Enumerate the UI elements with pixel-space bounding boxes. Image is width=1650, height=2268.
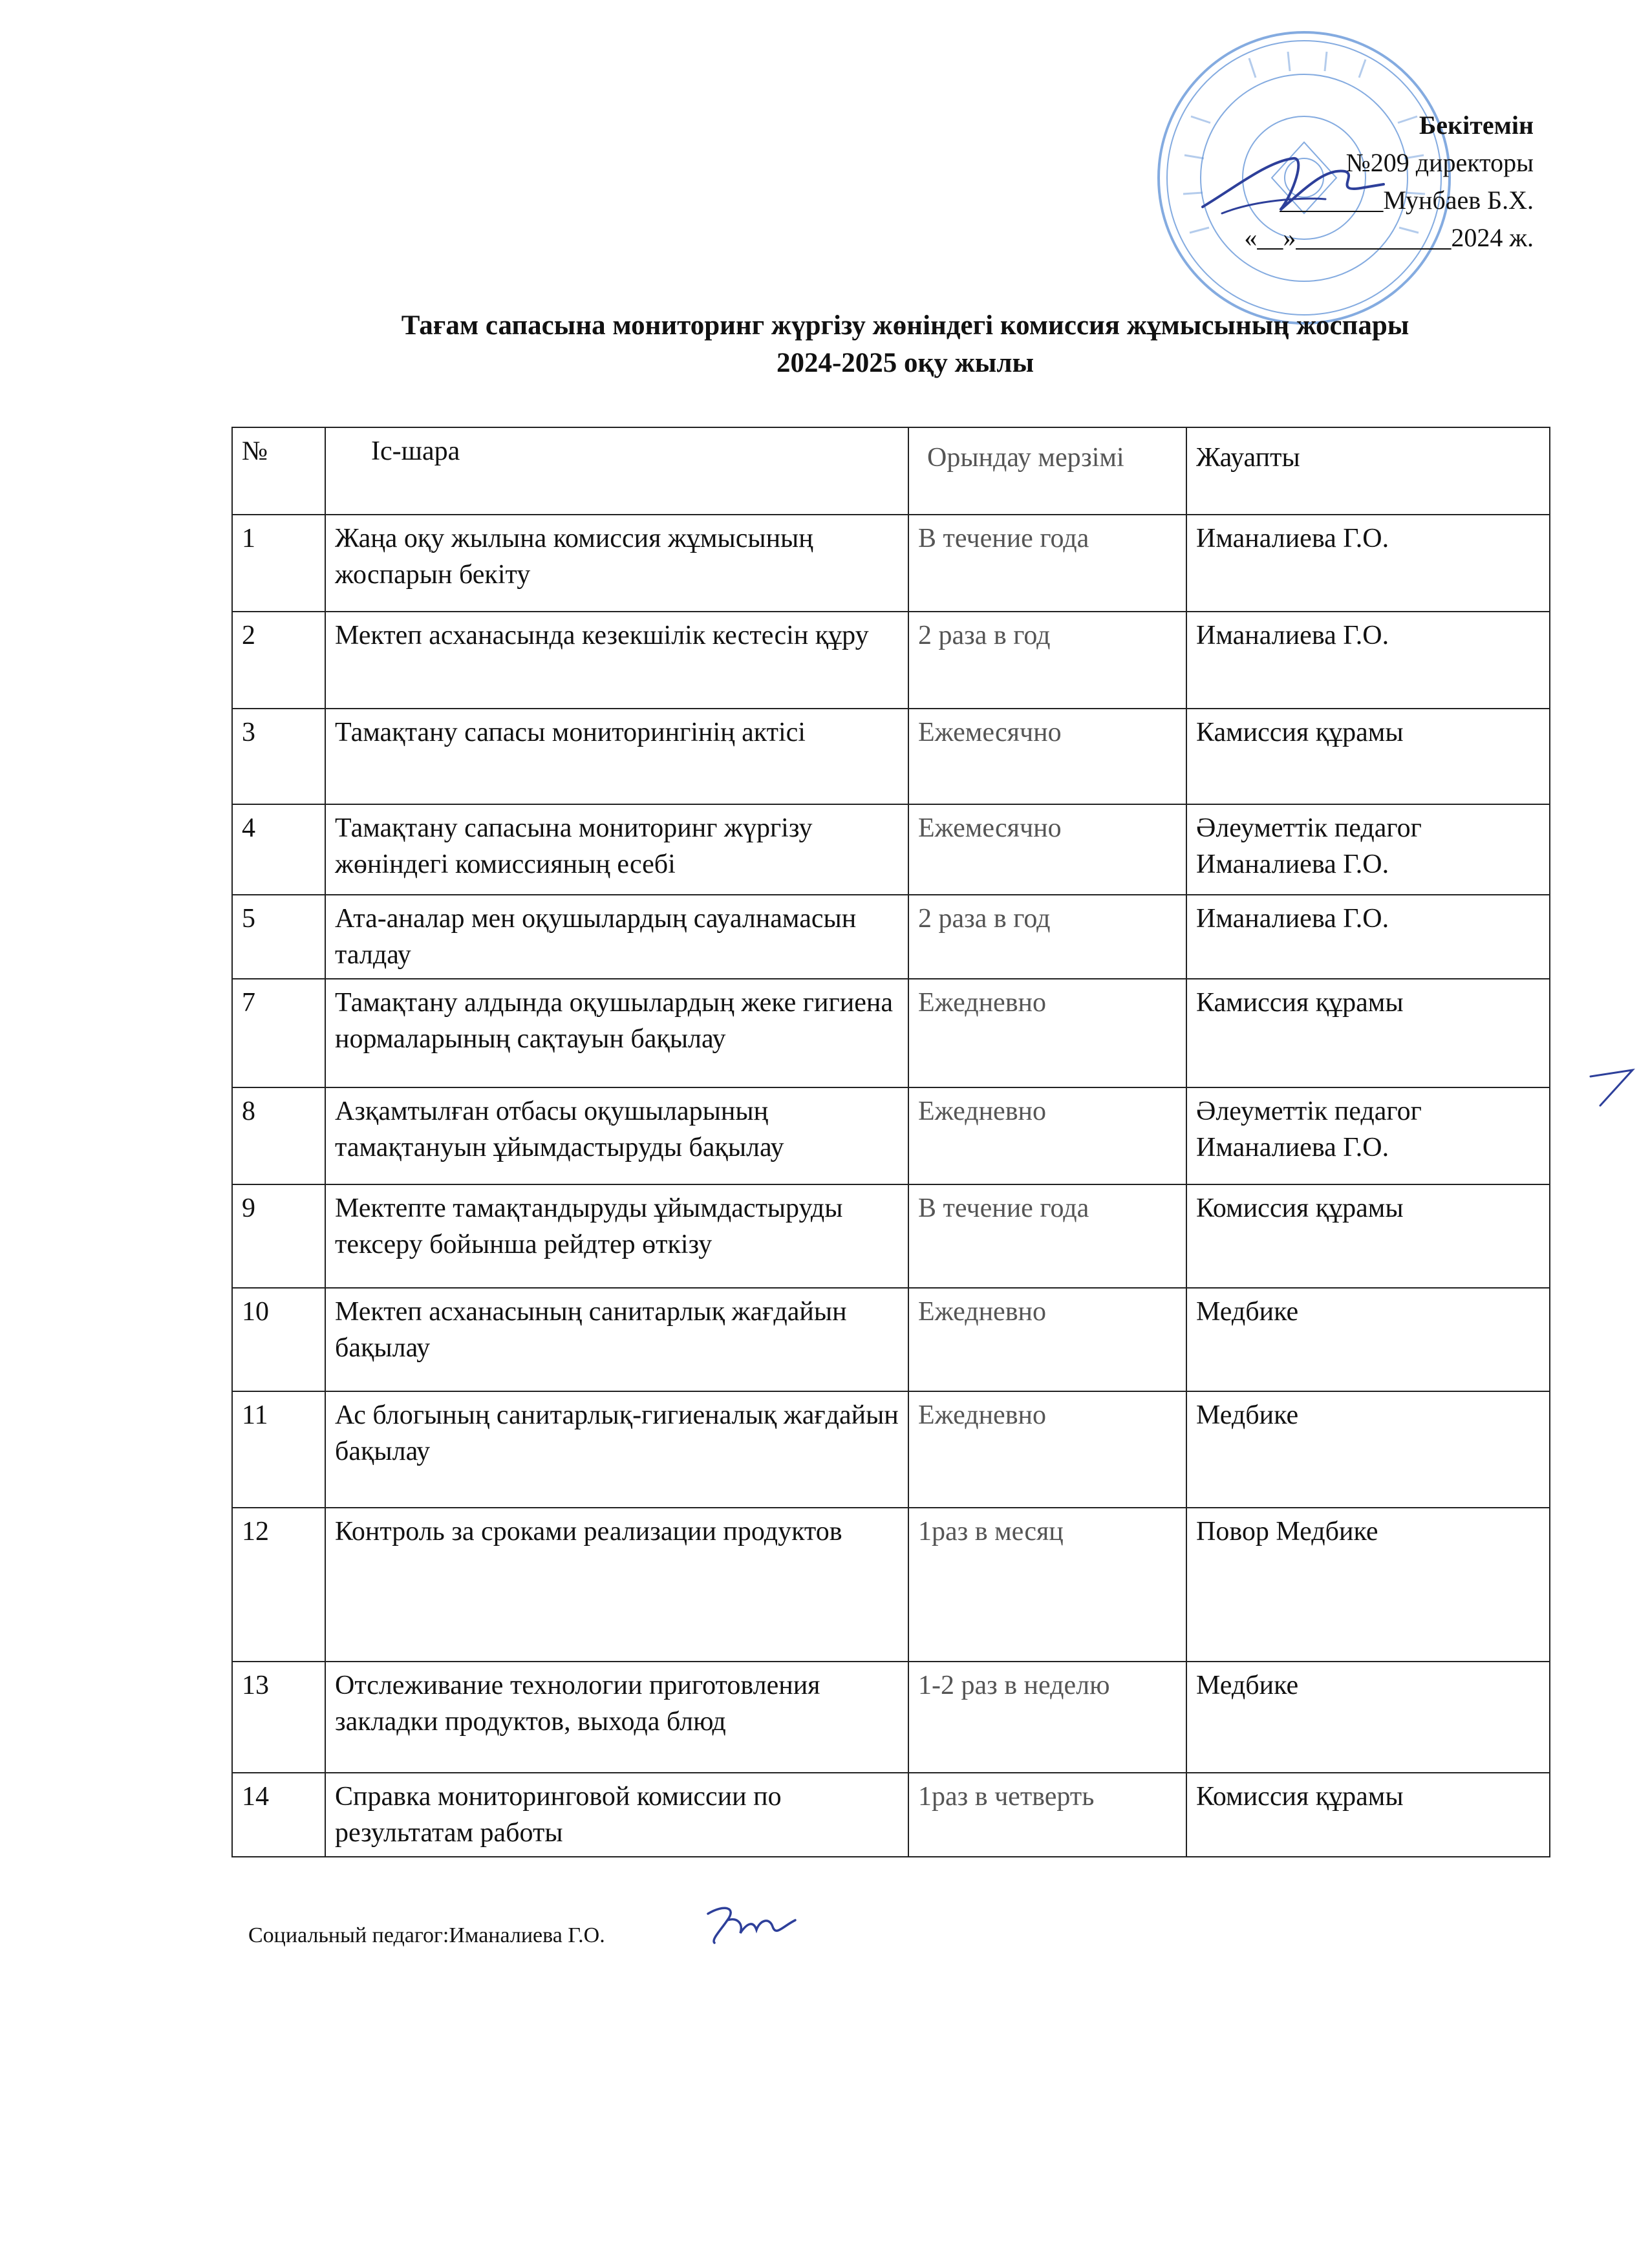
row-activity: Ас блогының санитарлық-гигиеналық жағдайын бақылау — [325, 1391, 908, 1508]
pedagogue-signature — [698, 1901, 802, 1952]
row-term: 1раз в месяц — [908, 1508, 1186, 1662]
row-term: 1раз в четверть — [908, 1773, 1186, 1857]
row-activity: Тамақтану алдында оқушылардың жеке гигиена нормаларының сақтауын бақылау — [325, 979, 908, 1087]
table-row — [232, 979, 1550, 1087]
plan-table — [231, 427, 1550, 1857]
row-term: 2 раза в год — [908, 895, 1186, 979]
row-number: 5 — [232, 895, 325, 979]
footer-signature-line: Социальный педагог:Иманалиева Г.О. — [248, 1923, 605, 1947]
approval-block — [1244, 107, 1534, 257]
approval-position: №209 директоры — [1345, 148, 1534, 177]
row-activity: Ата-аналар мен оқушылардың сауалнамасын талдау — [325, 895, 908, 979]
row-responsible: Повор Медбике — [1186, 1508, 1550, 1662]
header-number: № — [232, 427, 325, 515]
row-number: 9 — [232, 1184, 325, 1288]
table-row — [232, 612, 1550, 709]
row-term: 1-2 раз в неделю — [908, 1662, 1186, 1773]
row-number: 7 — [232, 979, 325, 1087]
row-number: 12 — [232, 1508, 325, 1662]
row-responsible: Әлеуметтік педагог Иманалиева Г.О. — [1186, 1087, 1550, 1184]
row-activity: Жаңа оқу жылына комиссия жұмысының жоспарын бекіту — [325, 515, 908, 612]
row-responsible: Комиссия құрамы — [1186, 1184, 1550, 1288]
table-row — [232, 895, 1550, 979]
row-responsible: Камиссия құрамы — [1186, 979, 1550, 1087]
row-activity: Мектепте тамақтандыруды ұйымдастыруды тексеру бойынша рейдтер өткізу — [325, 1184, 908, 1288]
row-term: Ежедневно — [908, 1288, 1186, 1391]
header-term: Орындау мерзімі — [908, 427, 1186, 515]
row-number: 1 — [232, 515, 325, 612]
row-responsible: Әлеуметтік педагог Иманалиева Г.О. — [1186, 804, 1550, 895]
row-term: В течение года — [908, 1184, 1186, 1288]
row-number: 13 — [232, 1662, 325, 1773]
margin-pen-mark — [1587, 1064, 1639, 1109]
title-year: 2024-2025 оқу жылы — [776, 348, 1034, 378]
table-row — [232, 709, 1550, 804]
row-activity: Контроль за сроками реализации продуктов — [325, 1508, 908, 1662]
row-activity: Тамақтану сапасына мониторинг жүргізу жөніндегі комиссияның есебі — [325, 804, 908, 895]
approval-label: Бекітемін — [1419, 111, 1534, 140]
row-activity: Тамақтану сапасы мониторингінің актісі — [325, 709, 908, 804]
row-activity: Мектеп асханасында кезекшілік кестесін құру — [325, 612, 908, 709]
row-activity: Азқамтылған отбасы оқушыларының тамақтануын ұйымдастыруды бақылау — [325, 1087, 908, 1184]
title-line-1: Тағам сапасына мониторинг жүргізу жөніндегі комиссия жұмысының жоспары — [401, 310, 1409, 341]
row-term: Ежедневно — [908, 979, 1186, 1087]
row-number: 11 — [232, 1391, 325, 1508]
table-row — [232, 1288, 1550, 1391]
row-responsible: Комиссия құрамы — [1186, 1773, 1550, 1857]
row-responsible: Иманалиева Г.О. — [1186, 612, 1550, 709]
row-activity: Справка мониторинговой комиссии по результатам работы — [325, 1773, 908, 1857]
table-row — [232, 1391, 1550, 1508]
row-term: 2 раза в год — [908, 612, 1186, 709]
table-row — [232, 515, 1550, 612]
row-number: 14 — [232, 1773, 325, 1857]
row-number: 2 — [232, 612, 325, 709]
table-row — [232, 1184, 1550, 1288]
row-responsible: Медбике — [1186, 1662, 1550, 1773]
approval-date: «__»____________2024 ж. — [1244, 223, 1534, 252]
row-number: 10 — [232, 1288, 325, 1391]
row-number: 3 — [232, 709, 325, 804]
document-title — [194, 307, 1616, 382]
header-activity: Іс-шара — [325, 427, 908, 515]
header-responsible: Жауапты — [1186, 427, 1550, 515]
table-row — [232, 1087, 1550, 1184]
table-row — [232, 804, 1550, 895]
table-row — [232, 1662, 1550, 1773]
row-responsible: Медбике — [1186, 1391, 1550, 1508]
row-activity: Отслеживание технологии приготовления закладки продуктов, выхода блюд — [325, 1662, 908, 1773]
table-header-row — [232, 427, 1550, 515]
row-term: Ежемесячно — [908, 804, 1186, 895]
row-responsible: Иманалиева Г.О. — [1186, 515, 1550, 612]
approval-director: ________Мунбаев Б.Х. — [1280, 186, 1534, 215]
row-number: 4 — [232, 804, 325, 895]
row-responsible: Камиссия құрамы — [1186, 709, 1550, 804]
row-term: Ежедневно — [908, 1391, 1186, 1508]
row-responsible: Медбике — [1186, 1288, 1550, 1391]
row-responsible: Иманалиева Г.О. — [1186, 895, 1550, 979]
row-number: 8 — [232, 1087, 325, 1184]
table-row — [232, 1773, 1550, 1857]
row-term: Ежедневно — [908, 1087, 1186, 1184]
table-row — [232, 1508, 1550, 1662]
row-term: В течение года — [908, 515, 1186, 612]
row-activity: Мектеп асханасының санитарлық жағдайын бақылау — [325, 1288, 908, 1391]
row-term: Ежемесячно — [908, 709, 1186, 804]
